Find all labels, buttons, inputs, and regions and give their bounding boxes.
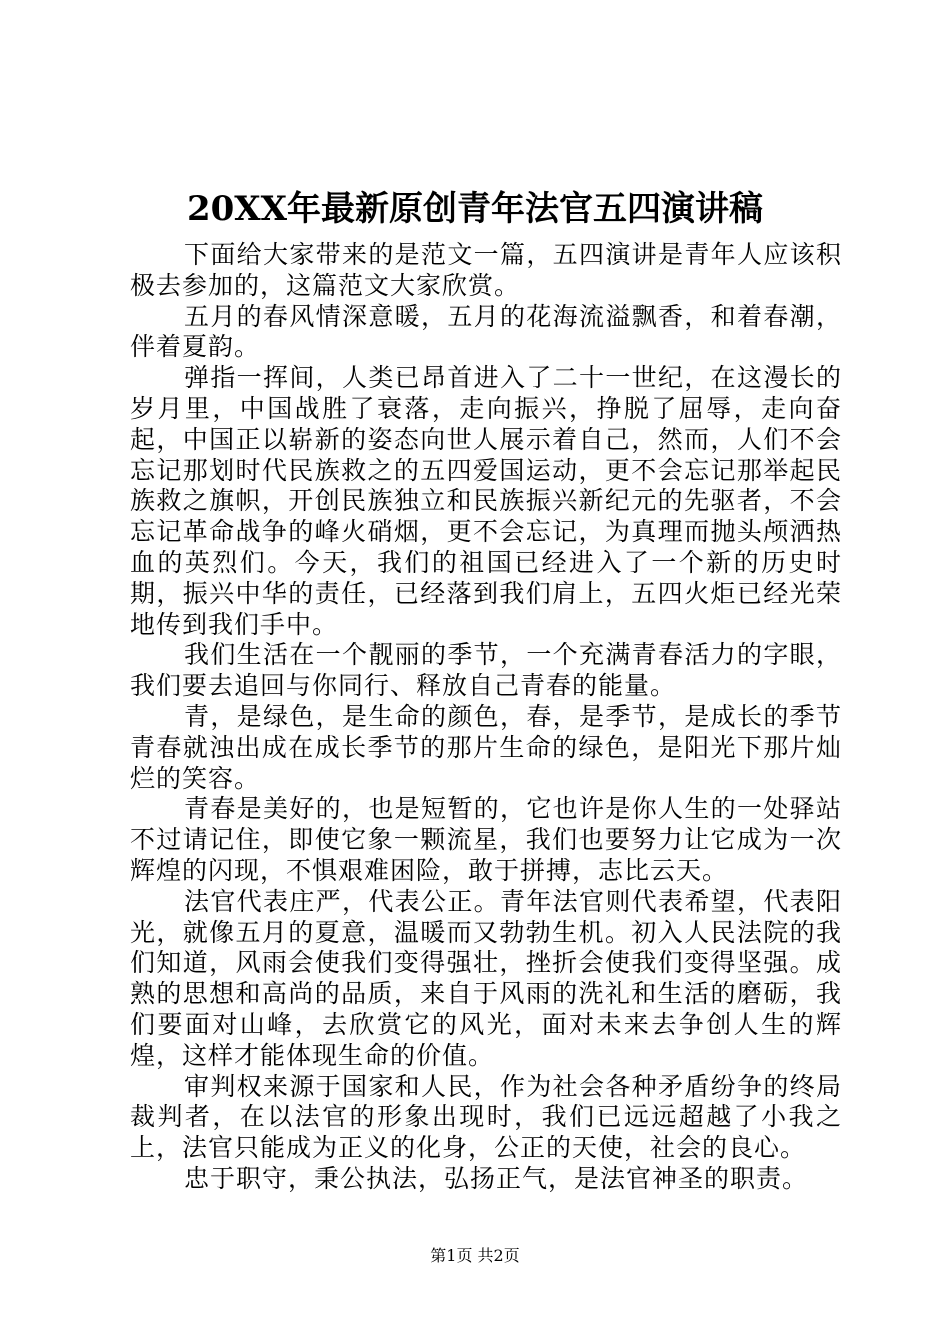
paragraph: 青春是美好的，也是短暂的，它也许是你人生的一处驿站不过请记住，即使它象一颗流星，我们也要努力让它成为一次辉煌的闪现，不惧艰难困险，敢于拼搏，志比云天。 [130, 794, 842, 885]
page-number-footer: 第1页 共2页 [430, 1246, 520, 1265]
document-body [130, 240, 842, 1195]
paragraph: 下面给大家带来的是范文一篇，五四演讲是青年人应该积极去参加的，这篇范文大家欣赏。 [130, 240, 842, 300]
paragraph: 我们生活在一个靓丽的季节，一个充满青春活力的字眼，我们要去追回与你同行、释放自己青春的能量。 [130, 640, 842, 701]
paragraph: 五月的春风情深意暖，五月的花海流溢飘香，和着春潮，伴着夏韵。 [130, 301, 842, 362]
document-title: 20XX年最新原创青年法官五四演讲稿 [186, 189, 764, 229]
paragraph: 忠于职守，秉公执法，弘扬正气，是法官神圣的职责。 [184, 1163, 809, 1193]
paragraph: 弹指一挥间，人类已昂首进入了二十一世纪，在这漫长的岁月里，中国战胜了衰落，走向振兴，挣脱了屈辱，走向奋起，中国正以崭新的姿态向世人展示着自己，然而，人们不会忘记那划时代民族救之的五四爱国运动，更不会忘记那举起民族救之旗帜，开创民族独立和民族振兴新纪元的先驱者，不会忘记革命战争的峰火硝烟，更不会忘记，为真理而抛头颅洒热血的英烈们。今天，我们的祖国已经进入了一个新的历史时期，振兴中华的责任，已经落到我们肩上，五四火炬已经光荣地传到我们手中。 [130, 363, 842, 639]
paragraph: 审判权来源于国家和人民，作为社会各种矛盾纷争的终局裁判者，在以法官的形象出现时，我们已远远超越了小我之上，法官只能成为正义的化身，公正的天使，社会的良心。 [130, 1071, 842, 1163]
paragraph: 法官代表庄严，代表公正。青年法官则代表希望，代表阳光，就像五月的夏意，温暖而又勃勃生机。初入人民法院的我们知道，风雨会使我们变得强壮，挫折会使我们变得坚强。成熟的思想和高尚的品质，来自于风雨的洗礼和生活的磨砺，我们要面对山峰，去欣赏它的风光，面对未来去争创人生的辉煌，这样才能体现生命的价值。 [130, 886, 842, 1070]
paragraph: 青，是绿色，是生命的颜色，春，是季节，是成长的季节青春就浊出成在成长季节的那片生命的绿色，是阳光下那片灿烂的笑容。 [130, 701, 842, 793]
